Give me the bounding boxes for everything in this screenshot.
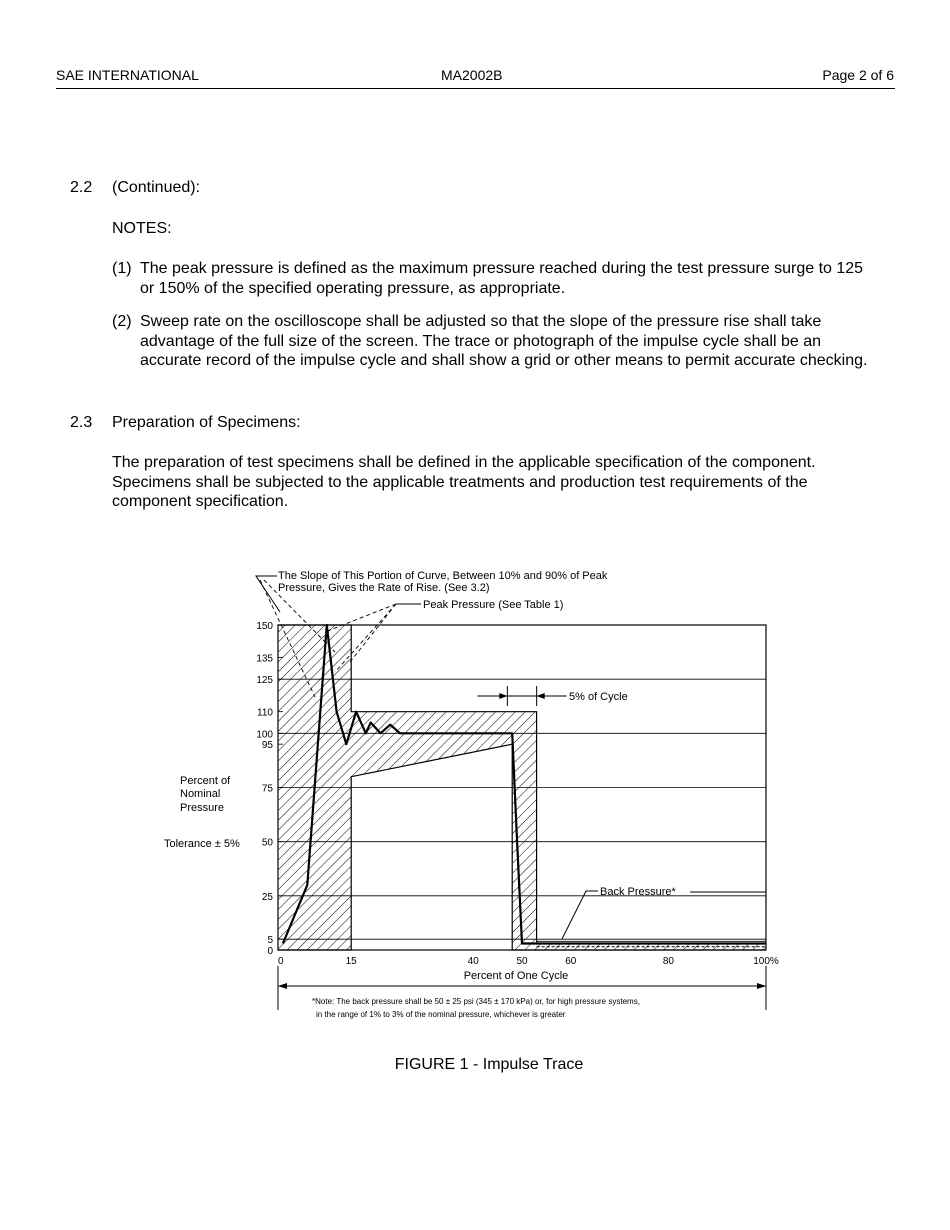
y-tick-label-0: 0 — [267, 946, 273, 957]
back-pressure-leader — [562, 891, 598, 939]
y-axis-label-line-1: Percent of — [180, 775, 231, 787]
back-pressure-annotation: Back Pressure* — [600, 886, 676, 898]
x-tick-label-60: 60 — [565, 956, 577, 967]
footnote-line-2: in the range of 1% to 3% of the nominal pressure, whichever is greater — [316, 1010, 566, 1019]
section-2-2-number: 2.2 — [70, 179, 93, 196]
cycle-arrow-left — [499, 693, 507, 699]
note-1-text: The peak pressure is defined as the maximum pressure reached during the test pressure surge to 125 or 150% of the specified operating pressure, as appropriate. — [140, 260, 864, 297]
note-1-number: (1) — [112, 260, 132, 277]
impulse-trace-figure — [160, 562, 790, 1024]
notes-label: NOTES: — [112, 220, 172, 237]
x-tick-label-50: 50 — [516, 956, 528, 967]
y-tick-label-75: 75 — [261, 783, 273, 795]
slope-leader-line — [256, 576, 280, 612]
y-tick-label-125: 125 — [256, 675, 273, 687]
y-tick-label-100: 100 — [256, 729, 273, 741]
section-2-3-title: Preparation of Specimens: — [112, 414, 301, 431]
cycle-arrow-right — [537, 693, 545, 699]
x-axis-label: Percent of One Cycle — [463, 970, 569, 982]
x-tick-label-80: 80 — [662, 956, 674, 967]
section-2-3-number: 2.3 — [70, 414, 93, 431]
figure-caption: FIGURE 1 - Impulse Trace — [394, 1056, 584, 1073]
x-tick-label-100: 100% — [753, 956, 779, 967]
header-document-id: MA2002B — [441, 67, 503, 83]
note-2-text: Sweep rate on the oscilloscope shall be adjusted so that the slope of the pressure rise shall take advantage of the full size of the screen. The trace or photograph of the impulse cycle shall be an accurate record of the impulse cycle and shall show a grid or other means to permit accurate checking. — [140, 313, 868, 370]
x-tick-label-40: 40 — [467, 956, 479, 967]
section-2-3-body: The preparation of test specimens shall be defined in the applicable specification of the component. Specimens shall be subjected to the applicable treatments and production test requirements of the component specification. — [112, 454, 816, 511]
x-tick-label-0: 0 — [278, 956, 284, 967]
peak-pressure-annotation: Peak Pressure (See Table 1) — [423, 599, 564, 611]
y-tick-label-135: 135 — [256, 653, 273, 665]
y-axis-label-line-2: Nominal — [180, 788, 221, 800]
y-tick-label-150: 150 — [256, 621, 273, 632]
x-tick-label-15: 15 — [345, 956, 357, 967]
y-tick-label-110: 110 — [257, 707, 273, 719]
footnote-line-1: *Note: The back pressure shall be 50 ± 25 psi (345 ± 170 kPa) or, for high pressure systems, — [312, 997, 640, 1006]
y-tick-label-95: 95 — [261, 740, 273, 752]
cycle-5pct-annotation: 5% of Cycle — [569, 691, 628, 703]
section-2-2-title: (Continued): — [112, 179, 201, 196]
slope-annotation-line-1: The Slope of This Portion of Curve, Between 10% and 90% of Peak — [278, 570, 608, 582]
x-span-arrow-right — [757, 983, 766, 989]
y-axis-label-line-3: Pressure — [180, 802, 225, 814]
y-tick-label-5: 5 — [267, 935, 273, 947]
y-tick-label-50: 50 — [261, 837, 273, 849]
x-span-arrow-left — [278, 983, 287, 989]
tolerance-label: Tolerance ± 5% — [164, 838, 240, 850]
slope-annotation-line-2: Pressure, Gives the Rate of Rise. (See 3.2) — [278, 582, 490, 594]
header-page-number: Page 2 of 6 — [822, 67, 894, 83]
y-tick-label-25: 25 — [261, 891, 273, 903]
impulse-trace-chart — [160, 562, 790, 1024]
note-2-number: (2) — [112, 313, 132, 330]
header-organization: SAE INTERNATIONAL — [56, 67, 199, 83]
page-header — [56, 66, 895, 89]
